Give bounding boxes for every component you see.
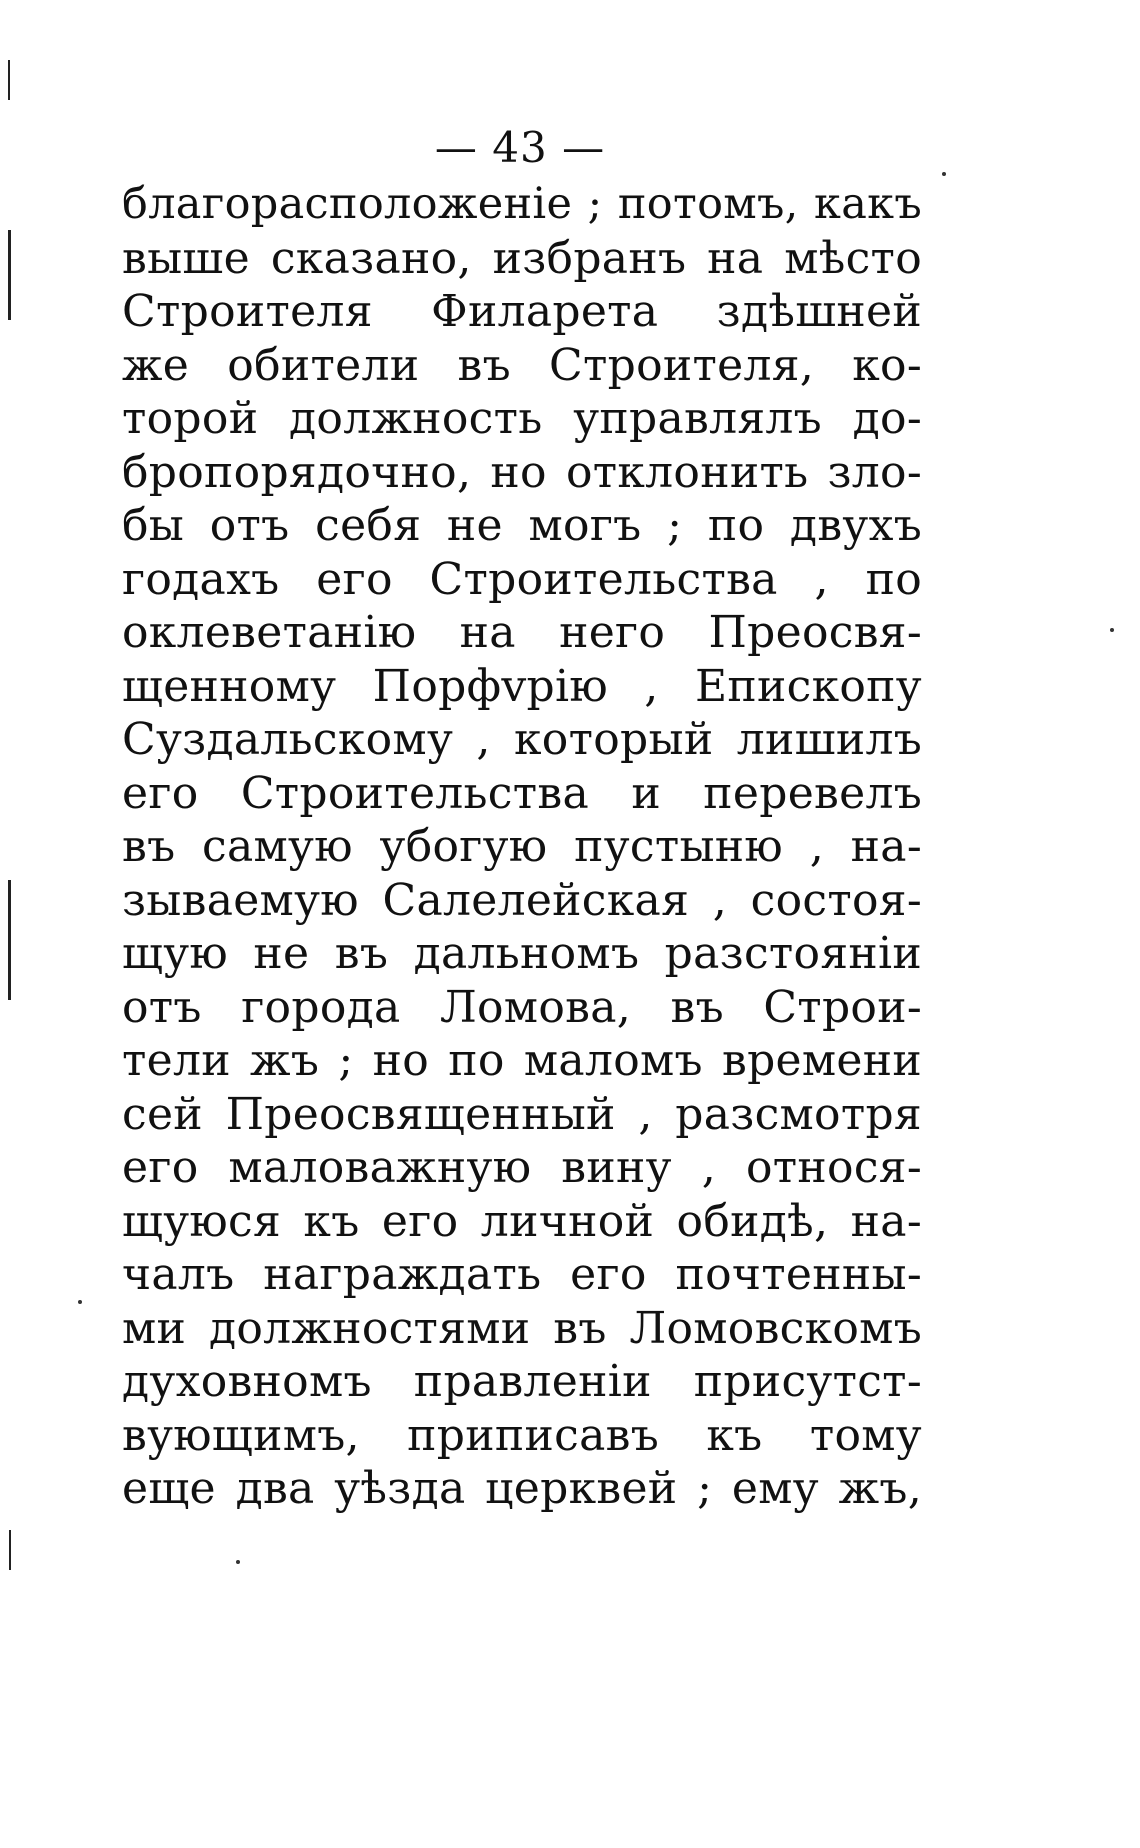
scan-speck (1110, 628, 1114, 632)
text-line: его маловажную вину , относя- (122, 1142, 922, 1193)
text-line: сей Преосвященный , разсмотря (122, 1088, 922, 1140)
text-line: вующимъ, приписавъ къ тому (122, 1409, 922, 1461)
text-line: щенному Порфvрiю , Епископу (122, 660, 922, 712)
scan-speck (236, 1560, 240, 1564)
text-line: благорасположенiе ; потомъ, какъ (122, 179, 922, 229)
scan-speck (78, 1300, 82, 1304)
text-line: торой должность управлялъ до- (122, 393, 922, 444)
body-text (122, 178, 922, 1516)
text-line: годахъ его Строительства , по (122, 553, 922, 605)
text-line: зываемую Салелейская , состоя- (122, 874, 922, 926)
text-line: оклеветанiю на него Преосвя- (122, 607, 922, 658)
text-line: ми должностями въ Ломовскомъ (122, 1302, 922, 1354)
scan-edge-mark (8, 230, 11, 320)
text-line: отъ города Ломова, въ Строи- (122, 981, 922, 1033)
text-line: тели жъ ; но по маломъ времени (122, 1035, 922, 1086)
text-line: бы отъ себя не могъ ; по двухъ (122, 500, 922, 551)
scan-speck (942, 172, 946, 176)
text-line: въ самую убогую пустыню , на- (122, 821, 922, 872)
text-line: щуюся къ его личной обидѣ, на- (122, 1195, 922, 1247)
text-line: еще два уѣзда церквей ; ему жъ, (122, 1463, 922, 1514)
text-line: Строителя Филарета здѣшней (122, 286, 922, 337)
text-line: бропорядочно, но отклонить зло- (122, 446, 922, 498)
text-line: же обители въ Строителя, ко- (122, 339, 922, 391)
page-number: — 43 — (434, 123, 606, 172)
text-line: чалъ награждать его почтенны- (122, 1249, 922, 1300)
text-line: щую не въ дальномъ разстоянiи (122, 928, 922, 979)
text-line: Суздальскому , который лишилъ (122, 714, 922, 765)
scan-edge-mark (9, 1530, 11, 1570)
scan-edge-mark (8, 880, 11, 1000)
text-line: выше сказано, избранъ на мѣсто (122, 232, 922, 284)
scan-edge-mark (8, 60, 10, 100)
text-line: его Строительства и перевелъ (122, 767, 922, 819)
text-line: духовномъ правленiи присутст- (122, 1356, 922, 1407)
